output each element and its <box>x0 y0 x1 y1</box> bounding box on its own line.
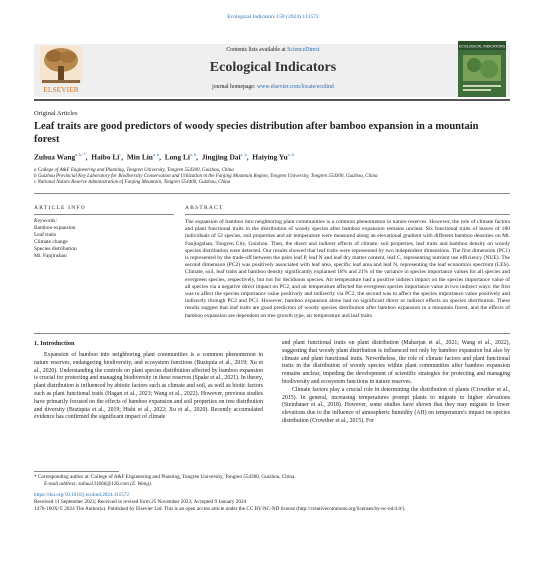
abstract-heading: ABSTRACT <box>185 205 224 211</box>
author-name[interactable]: Jingjing Dai <box>201 152 241 162</box>
received-dates: Received 11 September 2023; Received in revised form 25 November 2023; Accepted 9 January 2024 <box>34 499 247 505</box>
license-note[interactable]: 1470-160X/© 2024 The Author(s). Published by Elsevier Ltd. This is an open access article under the CC BY-NC-ND license (http://creativecommons.org/licenses/by-nc-nd/4.0/). <box>34 506 406 512</box>
sciencedirect-link[interactable]: ScienceDirect <box>287 47 320 53</box>
journal-title[interactable]: Ecological Indicators <box>209 60 337 75</box>
journal-cover-icon <box>458 41 506 97</box>
journal-reference[interactable]: Ecological Indicators 158 (2024) 111572 <box>227 14 319 20</box>
cover-title-text: ECOLOGICAL INDICATORS <box>458 44 506 49</box>
divider <box>185 214 510 215</box>
author-name[interactable]: Haibo Li <box>91 152 120 162</box>
author-affiliation-marker[interactable]: c <box>119 152 122 157</box>
author-affiliation-marker[interactable]: a, b <box>152 152 160 157</box>
author-name[interactable]: Min Liu <box>126 152 153 162</box>
section-heading: 1. Introduction <box>34 340 75 347</box>
intro-paragraph: Expansion of bamboo into neighboring plant communities is a common phenomenon in nature reserves, endangering biodiversity, and ecosystem functions (Buziquia et al., 2019; Xu et al., 2020). Understanding the controls on plant species distribution affected by bamboo expansion is crucial for protecting and managing biodiversity in these reserves (Spake et al., 2021). In theory, plant distribution is influenced by abiotic factors such as climate and soil, as well as biotic factors such as plant functional traits (Hagan et al., 2023; Wang et al., 2022). However, previous studies have primarily focused on the effects of bamboo expansion and soil properties on tree distribution and diversity (Buziquia et al., 2019; Hishi et al., 2022; Xu et al., 2020). Recently accumulated evidence has confirmed the significant impact of climate <box>34 352 264 421</box>
header-divider <box>34 99 510 101</box>
author-list: Zuhua Wang$^{a, b, *}$, Haibo Li$^c$, Min Liu$^{a, b}$, Long Li$^{a, b}$, Jingjing Dai$^{a, b}$, Haiying Yu$^{a, b}$ <box>34 152 294 162</box>
intro-paragraph: Climate factors play a crucial role in determining the distribution of plants (Crowther et al., 2015). In general, increasing temperatures prompt plants to migrate to higher elevations (Steinbauer et al., 2018). However, some studies have shown that they may migrate to lower elevations due to the influence of atmospheric humidity (AH) on temperature's impact on species distribution (Crowther et al., 2015). For <box>282 386 510 424</box>
intro-paragraph: and plant functional traits on plant distribution (Maharjan et al., 2021; Wang et al., 2022), suggesting that woody plant distribution is influenced not only by bamboo expansion but also by climate and plant functional traits. Nevertheless, the role of climate factors and plant functional traits in the distribution of woody species within plant communities after bamboo expansion remains unclear, impeding the development of scientific strategies for protecting and managing biodiversity and ecosystem functions in nature reserves. <box>282 340 510 385</box>
author-name[interactable]: Zuhua Wang <box>34 152 76 162</box>
affiliation: b Guizhou Provincial Key Laboratory for Biodiversity Conservation and Utilization in the Fanjing Mountain Region, Tongren University, Tongren 554300, Guizhou, China <box>34 174 378 179</box>
divider <box>34 214 174 215</box>
author-affiliation-marker[interactable]: a, b <box>287 152 294 157</box>
author-affiliation-marker[interactable]: a, b, * <box>75 152 86 157</box>
intro-right-column <box>282 340 510 426</box>
author-affiliation-marker[interactable]: a, b <box>189 152 197 157</box>
affiliations <box>34 168 510 186</box>
affiliation: c National Nature Reserve Administration of Fanjing Mountain, Tongren 554400, Guizhou, China <box>34 180 231 185</box>
keyword: Mt. Fanjinshan <box>34 253 67 259</box>
article-title: Leaf traits are good predictors of woody species distribution after bamboo expansion in a mountain forest <box>34 121 479 145</box>
author-name[interactable]: Long Li <box>164 152 190 162</box>
elsevier-logo-text: ELSEVIER <box>43 85 79 94</box>
divider <box>34 333 510 334</box>
footnote-divider <box>34 471 119 472</box>
doi-link[interactable]: https://doi.org/10.1016/j.ecolind.2024.111572 <box>34 492 130 498</box>
author-email-note[interactable]: E-mail address: zuhua131666@126.com (Z. Wang). <box>44 481 152 487</box>
article-type: Original Articles <box>34 110 78 117</box>
keyword-list <box>34 225 77 260</box>
author-affiliation-marker[interactable]: a, b <box>240 152 247 157</box>
journal-cover-image[interactable] <box>458 41 506 97</box>
homepage-link[interactable]: www.elsevier.com/locate/ecolind <box>256 84 334 90</box>
contents-prefix: Contents lists available at <box>226 47 288 53</box>
keyword: Climate change <box>34 239 68 245</box>
homepage-prefix: journal homepage: <box>212 84 257 90</box>
affiliation: a College of A&F Engineering and Planning, Tongren University, Tongren 554300, Guizhou, China <box>34 168 234 173</box>
keyword: Bamboo expansion <box>34 225 76 231</box>
corresponding-author-note: * Corresponding author at: College of A&F Engineering and Planning, Tongren University, Tongren 554300, Guizhou, China. <box>34 474 296 480</box>
author-name[interactable]: Haiying Yu <box>252 152 288 162</box>
divider <box>34 193 510 194</box>
keyword: Species distribution <box>34 246 77 252</box>
intro-left-column <box>34 352 263 422</box>
article-info-heading: ARTICLE INFO <box>34 205 86 211</box>
keywords-heading: Keywords: <box>34 218 58 224</box>
keyword: Leaf traits <box>34 232 56 238</box>
abstract-text: The expansion of bamboo into neighboring plant communities is a common phenomenon in nature reserves. However, the role of climate factors and plant functional traits in the distribution of woody species after bamboo expansion remains unclear. Six functional traits of leaves of 180 individuals of 52 species, soil properties and air temperature were measured along an elevational gradient with different bamboo densities on Mt. Fanjingshan, Tongren City, Guizhou. Then, the direct and indirect effects of climate, soil properties, leaf traits and bamboo density on woody species distribution were detected. Our results showed that leaf traits were represented by two independent dimensions. The first dimension (PC1) is represented by the trade-off between the pairs leaf P, leaf N and leaf dry matter content, leaf C, representing nutrient use efficiency (NUE). The second dimension (PC2) was positively associated with leaf area, specific leaf area and leaf N, representing the leaf economics spectrum (LES). Climate, soil, leaf traits and bamboo density significantly explained 18% and 21% of the variance in species importance values for all species and evergreen species, respectively, but not for deciduous species. Air temperature had a positive indirect impact on the species importance value of all species via a negative direct impact on PC2, and air temperature affected the evergreen species importance value in two indirect ways: the first was to affect the species importance value positively and indirectly via PC2, the second was to affect the species importance value positively and indirectly through PC2 and PC1. However, bamboo expansion alone had no significant direct or indirect effects on species distribution. These results suggest that leaf traits are good predictors of woody species distribution after bamboo expansion in a mountain forest, and the effects of bamboo expansion are dependent on tree growth type, air temperature and leaf traits. <box>185 219 510 319</box>
